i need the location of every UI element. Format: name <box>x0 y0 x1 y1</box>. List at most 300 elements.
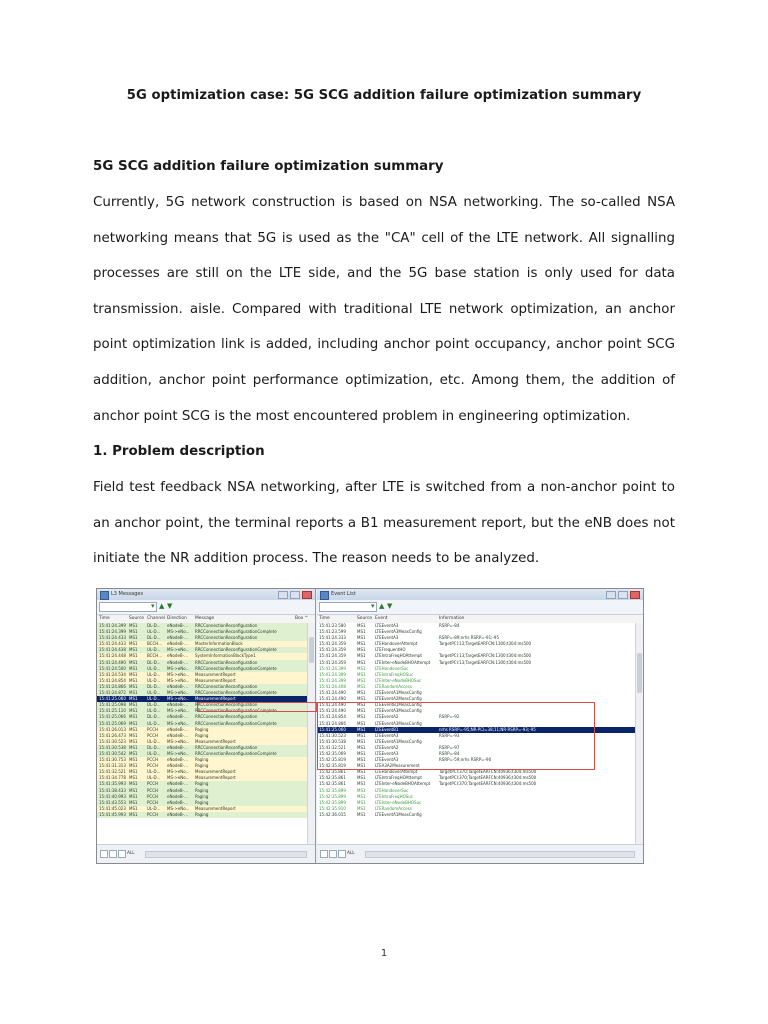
cell-time: 15:41:23.599 <box>319 629 346 635</box>
cell-source: MS1 <box>357 744 366 750</box>
cell-channel: UL-D... <box>147 720 161 726</box>
column-source[interactable]: Source <box>357 616 373 621</box>
cell-source: MS1 <box>129 641 138 647</box>
cell-information: RSRP=-93 <box>439 732 460 738</box>
cell-information: RSRP=-89;nrhs RSRP=-91;-95 <box>439 635 500 641</box>
cell-channel: UL-D... <box>147 671 161 677</box>
minimize-icon[interactable] <box>606 591 616 599</box>
cell-source: MS1 <box>129 708 138 714</box>
cell-direction: eNodeB-... <box>167 793 188 799</box>
event-nav-buttons <box>320 850 346 858</box>
cell-source: MS1 <box>357 805 366 811</box>
cell-source: MS1 <box>357 750 366 756</box>
cell-information: RSRP=-97 <box>439 744 460 750</box>
l3-filter-input[interactable] <box>99 602 157 612</box>
cell-channel: UL-D... <box>147 629 161 635</box>
cell-information: RSRP=-84 <box>439 750 460 756</box>
cell-source: MS1 <box>129 769 138 775</box>
cell-direction: eNodeB-... <box>167 641 188 647</box>
cell-channel: BCCH... <box>147 641 163 647</box>
document-title: 5G optimization case: 5G SCG addition failure optimization summary <box>126 88 642 103</box>
cell-source: MS1 <box>357 671 366 677</box>
cell-channel: UL-D... <box>147 647 161 653</box>
cell-event: LTEIntraFreqHOSuc <box>375 671 414 677</box>
event-list <box>317 623 636 845</box>
cell-time: 15:41:24.433 <box>99 635 126 641</box>
cell-event: LTEEventA3MeasConfig <box>375 708 422 714</box>
cell-time: 15:41:25.066 <box>99 714 126 720</box>
problem-paragraph: Field test feedback NSA networking, after LTE is switched from a non-anchor point to an anchor point, the terminal reports a B1 measurement report, but the eNB does not initiate the NR addition process. The reason needs to be analyzed. <box>93 480 675 567</box>
cell-source: MS1 <box>129 720 138 726</box>
cell-channel: DL-D... <box>147 659 161 665</box>
cell-time: 15:41:35.993 <box>99 781 126 787</box>
next-icon[interactable] <box>338 850 346 858</box>
cell-time: 15:41:24.399 <box>99 623 126 628</box>
cell-time: 15:42:35.861 <box>319 769 346 775</box>
cell-source: MS1 <box>357 775 366 781</box>
event-filter-input[interactable] <box>319 602 377 612</box>
cell-time: 15:41:30.538 <box>319 738 346 744</box>
cell-channel: UL-D... <box>147 750 161 756</box>
cell-time: 15:41:32.521 <box>99 769 126 775</box>
cell-direction: eNodeB-... <box>167 714 188 720</box>
scroll-thumb[interactable] <box>637 653 642 693</box>
cell-source: MS1 <box>129 793 138 799</box>
cell-message: RRCConnectionReconfiguration <box>195 635 258 641</box>
cell-message: RRCConnectionReconfiguration <box>195 623 258 628</box>
cell-source: MS1 <box>357 696 366 702</box>
l3-toolbar <box>97 600 315 615</box>
cell-channel: DL-D... <box>147 683 161 689</box>
cell-event: LTEInter-eNodeBHOSuc <box>375 677 422 683</box>
cell-event: LTEIntraFreqHOAttempt <box>375 775 422 781</box>
event-toolbar <box>317 600 643 615</box>
cell-source: MS1 <box>129 677 138 683</box>
cell-event: LTEEventA3 <box>375 635 399 641</box>
cell-event: LTEHandoverSuc <box>375 665 409 671</box>
cell-direction: eNodeB-... <box>167 811 188 817</box>
cell-information: nrhs RSRP=-95;NR-PCI=38;11;NR-RSRP=-93;-95 <box>439 726 536 732</box>
cell-message: Paging <box>195 787 209 793</box>
cell-source: MS1 <box>129 781 138 787</box>
cell-source: MS1 <box>357 677 366 683</box>
cell-message: RRCConnectionReconfiguration <box>195 744 258 750</box>
l3-messages-title: L3 Messages <box>111 591 144 597</box>
cell-direction: eNodeB-... <box>167 702 188 708</box>
window-controls <box>606 591 640 599</box>
cell-time: 15:41:24.333 <box>319 635 346 641</box>
cell-message: MasterInformationBlock <box>195 641 243 647</box>
cell-source: MS1 <box>357 635 366 641</box>
cell-message: RRCConnectionReconfigurationComplete <box>195 708 277 714</box>
cell-direction: MS->eNo... <box>167 647 190 653</box>
cell-time: 15:41:25.060 <box>319 726 346 732</box>
cell-channel: DL-D... <box>147 635 161 641</box>
cell-time: 15:41:30.523 <box>319 732 346 738</box>
column-message[interactable]: Message <box>195 616 215 621</box>
cell-direction: eNodeB-... <box>167 726 188 732</box>
cell-source: MS1 <box>357 757 366 763</box>
arrow-up-icon[interactable]: ▲ <box>379 602 385 610</box>
cell-source: MS1 <box>357 683 366 689</box>
l3-tab-all[interactable]: ALL <box>127 850 135 855</box>
cell-message: Paging <box>195 763 209 769</box>
cell-event: LTEHandoverAttempt <box>375 769 418 775</box>
cell-source: MS1 <box>357 811 366 817</box>
cell-source: MS1 <box>129 763 138 769</box>
cell-event: LTEEventA3 <box>375 750 399 756</box>
column-event[interactable]: Event <box>375 616 388 621</box>
cell-time: 15:41:24.448 <box>99 653 126 659</box>
cell-direction: MS->eNo... <box>167 671 190 677</box>
cell-time: 15:41:24.866 <box>99 683 126 689</box>
cell-event: LTERandomAccess <box>375 683 412 689</box>
cell-event: LTEHandoverSuc <box>375 787 409 793</box>
next-icon[interactable] <box>118 850 126 858</box>
table-row[interactable] <box>97 812 308 818</box>
l3-message-list <box>97 623 308 845</box>
cell-direction: eNodeB-... <box>167 659 188 665</box>
cell-source: MS1 <box>129 702 138 708</box>
cell-channel: UL-D... <box>147 665 161 671</box>
event-horizontal-scrollbar[interactable] <box>365 851 635 858</box>
cell-time: 15:42:35.899 <box>319 799 346 805</box>
cell-time: 15:41:24.359 <box>319 659 346 665</box>
cell-time: 15:41:25.069 <box>99 720 126 726</box>
cell-event: LTEHandoverAttempt <box>375 641 418 647</box>
cell-event: LTEFrequentHO <box>375 647 406 653</box>
cell-message: MeasurementReport <box>195 805 236 811</box>
cell-time: 15:41:25.098 <box>99 702 126 708</box>
cell-time: 15:41:45.993 <box>99 811 126 817</box>
cell-event: LTERandomAccess <box>375 805 412 811</box>
cell-source: MS1 <box>129 623 138 628</box>
cell-channel: DL-D... <box>147 744 161 750</box>
cell-source: MS1 <box>357 708 366 714</box>
cell-time: 15:41:24.399 <box>319 677 346 683</box>
arrow-down-icon[interactable]: ▼ <box>387 602 393 610</box>
cell-event: LTEIntraFreqHOSuc <box>375 793 414 799</box>
first-icon[interactable] <box>320 850 328 858</box>
cell-source: MS1 <box>357 769 366 775</box>
cell-source: MS1 <box>129 787 138 793</box>
cell-time: 15:41:24.438 <box>99 647 126 653</box>
cell-channel: UL-D... <box>147 696 161 702</box>
cell-time: 15:42:35.861 <box>319 781 346 787</box>
cell-direction: MS->eNo... <box>167 775 190 781</box>
cell-source: MS1 <box>129 714 138 720</box>
first-icon[interactable] <box>100 850 108 858</box>
cell-source: MS1 <box>357 659 366 665</box>
cell-source: MS1 <box>129 653 138 659</box>
cell-time: 15:41:40.993 <box>99 793 126 799</box>
cell-message: MeasurementReport <box>195 738 236 744</box>
cell-time: 15:41:24.408 <box>319 683 346 689</box>
cell-time: 15:42:35.910 <box>319 805 346 811</box>
cell-message: MeasurementReport <box>195 769 236 775</box>
cell-direction: MS->eNo... <box>167 665 190 671</box>
cell-event: LTEEventA3MeasConfig <box>375 629 422 635</box>
table-row[interactable] <box>317 812 636 818</box>
cell-information: RSRP=-92 <box>439 714 460 720</box>
cell-channel: DL-D... <box>147 623 161 628</box>
close-icon[interactable] <box>630 591 640 599</box>
problem-paragraph-block <box>93 470 675 577</box>
cell-event: LTEEventB1 <box>375 726 399 732</box>
cell-time: 15:41:24.490 <box>319 690 346 696</box>
cell-event: LTEInter-eNodeBHOSuc <box>375 799 422 805</box>
cell-time: 15:41:34.778 <box>99 775 126 781</box>
cell-channel: UL-D... <box>147 708 161 714</box>
cell-source: MS1 <box>129 732 138 738</box>
window-controls <box>278 591 312 599</box>
cell-source: MS1 <box>129 696 138 702</box>
cell-message: Paging <box>195 757 209 763</box>
cell-time: 15:42:35.819 <box>319 763 346 769</box>
cell-direction: eNodeB-... <box>167 653 188 659</box>
cell-direction: MS->eNo... <box>167 708 190 714</box>
cell-message: Paging <box>195 781 209 787</box>
cell-time: 15:41:24.866 <box>319 720 346 726</box>
cell-time: 15:41:30.538 <box>99 744 126 750</box>
cell-source: MS1 <box>129 744 138 750</box>
cell-time: 15:41:24.500 <box>99 665 126 671</box>
cell-source: MS1 <box>129 738 138 744</box>
cell-source: MS1 <box>129 805 138 811</box>
cell-time: 15:42:35.861 <box>319 775 346 781</box>
cell-time: 15:41:24.399 <box>319 665 346 671</box>
cell-information: RSRP=-59;nrhs RSRP=-90 <box>439 757 492 763</box>
maximize-icon[interactable] <box>618 591 628 599</box>
cell-time: 15:42:35.899 <box>319 793 346 799</box>
cell-message: RRCConnectionReconfiguration <box>195 702 258 708</box>
cell-time: 15:41:30.753 <box>99 757 126 763</box>
column-channel[interactable]: Channel <box>147 616 166 621</box>
cell-source: MS1 <box>129 647 138 653</box>
cell-information: TargetPCI:370;TargetEARFCN:40936;t304:ms500 <box>439 769 537 775</box>
column-time[interactable]: Time <box>319 616 330 621</box>
cell-source: MS1 <box>357 690 366 696</box>
cell-information: TargetPCI:13;TargetEARFCN:1300;t304:ms500 <box>439 641 532 647</box>
cell-time: 15:41:24.872 <box>99 690 126 696</box>
cell-source: MS1 <box>129 629 138 635</box>
cell-message: MeasurementReport <box>195 677 236 683</box>
cell-message: RRCConnectionReconfiguration <box>195 659 258 665</box>
cell-source: MS1 <box>129 659 138 665</box>
cell-message: Paging <box>195 732 209 738</box>
cell-source: MS1 <box>357 623 366 628</box>
cell-direction: MS->eNo... <box>167 629 190 635</box>
cell-message: RRCConnectionReconfigurationComplete <box>195 665 277 671</box>
cell-information: RSRP=-84 <box>439 623 460 628</box>
window-app-icon <box>320 591 329 600</box>
cell-information: TargetPCI:370;TargetEARFCN:40936;t304:ms500 <box>439 775 537 781</box>
cell-channel: PCCH <box>147 732 159 738</box>
cell-time: 15:41:24.490 <box>319 708 346 714</box>
intro-paragraph: Currently, 5G network construction is based on NSA networking. The so-called NSA networking means that 5G is used as the "CA" cell of the LTE network. All signalling processes are still on the LTE side, and the 5G base station is only used for data transmission. aisle. Compared with traditional LTE network optimization, an anchor point optimization link is added, including anchor point occupancy, anchor point SCG addition, anchor point performance optimization, etc. Among them, the addition of anchor point SCG is the most encountered problem in engineering optimization. <box>93 195 675 424</box>
problem-heading: 1. Problem description <box>93 444 265 459</box>
column-direction[interactable]: Direction <box>167 616 187 621</box>
maximize-icon[interactable] <box>290 591 300 599</box>
cell-message: MeasurementReport <box>195 696 236 702</box>
cell-time: 15:41:25.060 <box>99 696 126 702</box>
cell-source: MS1 <box>129 726 138 732</box>
cell-message: RRCConnectionReconfigurationComplete <box>195 629 277 635</box>
cell-direction: eNodeB-... <box>167 635 188 641</box>
cell-source: MS1 <box>129 665 138 671</box>
cell-channel: PCCH <box>147 793 159 799</box>
cell-time: 15:41:24.359 <box>319 647 346 653</box>
l3-messages-titlebar <box>97 589 315 600</box>
cell-event: LTEEventA1MeasConfig <box>375 738 422 744</box>
cell-time: 15:42:35.819 <box>319 757 346 763</box>
cell-time: 15:41:43.553 <box>99 799 126 805</box>
cell-source: MS1 <box>357 763 366 769</box>
cell-time: 15:41:24.399 <box>99 629 126 635</box>
cell-time: 15:41:31.313 <box>99 763 126 769</box>
cell-event: LTEEventA2 <box>375 714 399 720</box>
cell-direction: MS->eNo... <box>167 805 190 811</box>
cell-direction: eNodeB-... <box>167 732 188 738</box>
column-time[interactable]: Time <box>99 616 110 621</box>
cell-time: 15:41:24.490 <box>99 659 126 665</box>
cell-event: LTEInter-eNodeBHOAttempt <box>375 659 431 665</box>
l3-horizontal-scrollbar[interactable] <box>145 851 307 858</box>
cell-time: 15:41:30.542 <box>99 750 126 756</box>
cell-time: 15:41:24.399 <box>319 671 346 677</box>
cell-message: RRCConnectionReconfigurationComplete <box>195 647 277 653</box>
cell-event: LTEEventA1MeasConfig <box>375 690 422 696</box>
cell-direction: eNodeB-... <box>167 799 188 805</box>
drive-test-screenshot <box>96 588 644 864</box>
cell-source: MS1 <box>357 647 366 653</box>
cell-time: 15:41:38.433 <box>99 787 126 793</box>
cell-event: LTEIntraFreqHOAttempt <box>375 653 422 659</box>
cell-source: MS1 <box>129 811 138 817</box>
cell-message: Paging <box>195 726 209 732</box>
cell-time: 15:41:26.473 <box>99 732 126 738</box>
cell-source: MS1 <box>129 635 138 641</box>
column-source[interactable]: Source <box>129 616 145 621</box>
section-heading: 5G SCG addition failure optimization summary <box>93 159 444 174</box>
event-tab-all[interactable]: ALL <box>347 850 355 855</box>
cell-message: SystemInformationBlockType1 <box>195 653 256 659</box>
intro-paragraph-block <box>93 185 675 434</box>
cell-source: MS1 <box>357 781 366 787</box>
cell-direction: eNodeB-... <box>167 683 188 689</box>
cell-direction: eNodeB-... <box>167 623 188 628</box>
cell-message: Paging <box>195 811 209 817</box>
cell-direction: eNodeB-... <box>167 757 188 763</box>
cell-time: 15:42:35.069 <box>319 750 346 756</box>
column-box[interactable]: Box ^ <box>295 616 309 621</box>
cell-direction: eNodeB-... <box>167 763 188 769</box>
cell-message: RRCConnectionReconfigurationComplete <box>195 720 277 726</box>
cell-channel: UL-D... <box>147 805 161 811</box>
l3-nav-buttons <box>100 850 126 858</box>
column-information[interactable]: Information <box>439 616 465 621</box>
cell-source: MS1 <box>357 714 366 720</box>
cell-channel: PCCH <box>147 763 159 769</box>
cell-event: LTEEventA3 <box>375 732 399 738</box>
cell-source: MS1 <box>357 738 366 744</box>
close-icon[interactable] <box>302 591 312 599</box>
cell-event: LTEEventA1MeasConfig <box>375 811 422 817</box>
cell-time: 15:41:24.854 <box>319 714 346 720</box>
cell-information: TargetPCI:13;TargetEARFCN:1300;t304:ms500 <box>439 653 532 659</box>
cell-time: 15:41:24.490 <box>319 702 346 708</box>
cell-direction: eNodeB-... <box>167 781 188 787</box>
cell-source: MS1 <box>357 787 366 793</box>
cell-channel: PCCH <box>147 757 159 763</box>
cell-message: MeasurementReport <box>195 671 236 677</box>
cell-direction: MS->eNo... <box>167 696 190 702</box>
cell-direction: MS->eNo... <box>167 690 190 696</box>
cell-channel: PCCH <box>147 811 159 817</box>
cell-time: 15:42:36.015 <box>319 811 346 817</box>
cell-source: MS1 <box>129 671 138 677</box>
prev-icon[interactable] <box>329 850 337 858</box>
cell-channel: UL-D... <box>147 677 161 683</box>
scroll-thumb[interactable] <box>309 637 314 663</box>
cell-channel: BCCH... <box>147 653 163 659</box>
cell-channel: DL-D... <box>147 714 161 720</box>
l3-vertical-scrollbar[interactable] <box>307 623 315 845</box>
cell-channel: UL-D... <box>147 769 161 775</box>
cell-time: 15:41:24.534 <box>99 671 126 677</box>
cell-direction: eNodeB-... <box>167 744 188 750</box>
event-vertical-scrollbar[interactable] <box>635 623 643 845</box>
arrow-down-icon[interactable]: ▼ <box>167 602 173 610</box>
cell-source: MS1 <box>129 750 138 756</box>
cell-time: 15:41:24.359 <box>319 653 346 659</box>
cell-time: 15:41:32.521 <box>319 744 346 750</box>
cell-message: RRCConnectionReconfigurationComplete <box>195 690 277 696</box>
cell-message: RRCConnectionReconfiguration <box>195 683 258 689</box>
page-number: 1 <box>380 948 388 959</box>
cell-direction: eNodeB-... <box>167 787 188 793</box>
cell-message: RRCConnectionReconfiguration <box>195 714 258 720</box>
cell-time: 15:41:25.110 <box>99 708 126 714</box>
cell-source: MS1 <box>357 799 366 805</box>
l3-messages-window <box>97 589 316 863</box>
arrow-up-icon[interactable]: ▲ <box>159 602 165 610</box>
cell-time: 15:41:26.013 <box>99 726 126 732</box>
prev-icon[interactable] <box>109 850 117 858</box>
cell-time: 15:42:35.899 <box>319 787 346 793</box>
cell-channel: PCCH <box>147 726 159 732</box>
cell-source: MS1 <box>129 690 138 696</box>
l3-statusbar <box>97 844 315 863</box>
cell-source: MS1 <box>357 702 366 708</box>
event-list-title: Event List <box>331 591 356 597</box>
dropdown-arrow-icon[interactable]: ▾ <box>151 602 155 610</box>
event-list-window <box>317 589 643 863</box>
cell-direction: MS->eNo... <box>167 738 190 744</box>
cell-event: LTEInter-eNodeBHOAttempt <box>375 781 431 787</box>
cell-channel: PCCH <box>147 781 159 787</box>
dropdown-arrow-icon[interactable]: ▾ <box>371 602 375 610</box>
cell-channel: UL-D... <box>147 738 161 744</box>
cell-source: MS1 <box>357 653 366 659</box>
cell-channel: DL-D... <box>147 702 161 708</box>
cell-direction: MS->eNo... <box>167 750 190 756</box>
cell-information: TargetPCI:370;TargetEARFCN:40936;t304:ms500 <box>439 781 537 787</box>
cell-event: LTEEventA3 <box>375 757 399 763</box>
minimize-icon[interactable] <box>278 591 288 599</box>
cell-channel: UL-D... <box>147 690 161 696</box>
cell-source: MS1 <box>357 726 366 732</box>
